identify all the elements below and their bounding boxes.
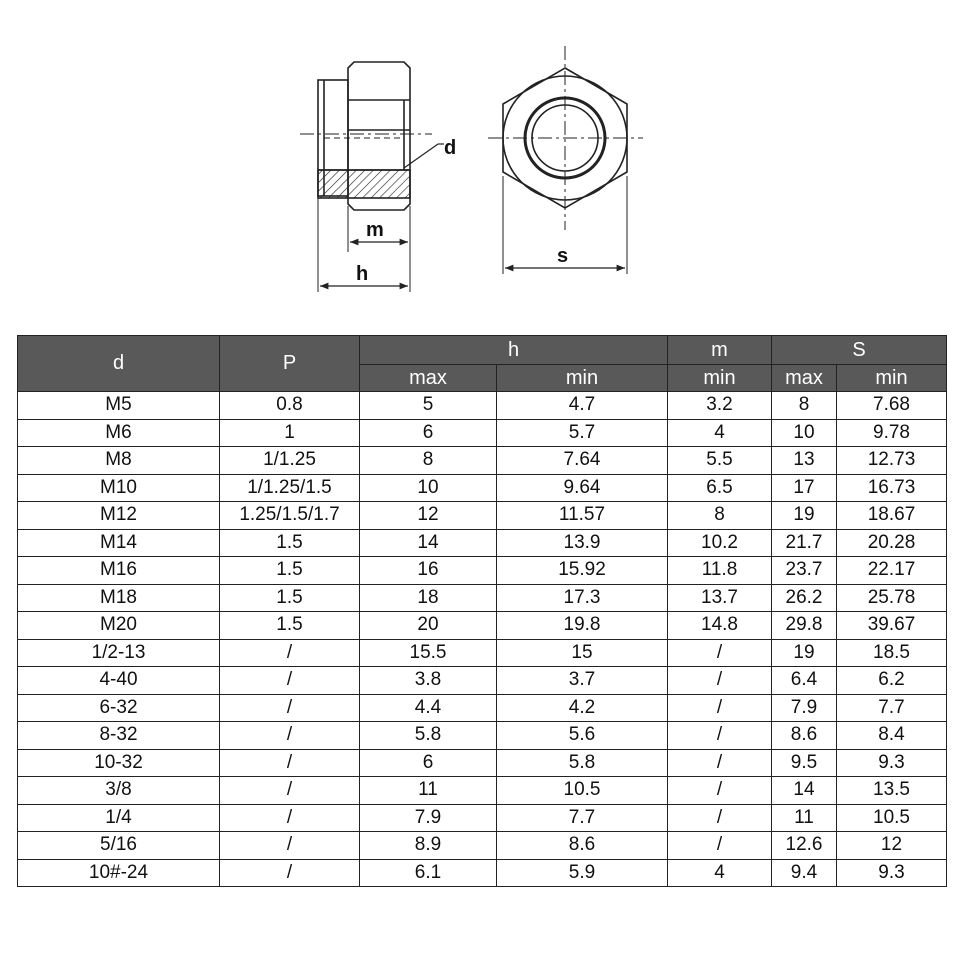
header-m: m [668, 336, 772, 365]
cell-h-max: 18 [360, 584, 497, 612]
cell-s-min: 9.3 [837, 749, 947, 777]
cell-s-max: 26.2 [772, 584, 837, 612]
s-label: s [557, 245, 569, 267]
nut-top-view [488, 46, 643, 274]
cell-d: M8 [18, 447, 220, 475]
cell-h-min: 10.5 [497, 777, 668, 805]
header-s-min: min [837, 365, 947, 392]
cell-s-max: 9.4 [772, 859, 837, 887]
cell-p: / [220, 639, 360, 667]
cell-d: 5/16 [18, 832, 220, 860]
header-p: P [220, 336, 360, 392]
cell-s-max: 21.7 [772, 529, 837, 557]
cell-p: / [220, 667, 360, 695]
table-row [18, 722, 947, 750]
m-label: m [366, 219, 384, 241]
cell-d: 10-32 [18, 749, 220, 777]
table-row [18, 557, 947, 585]
cell-d: M14 [18, 529, 220, 557]
cell-p: 1.5 [220, 557, 360, 585]
cell-s-max: 8 [772, 392, 837, 420]
header-h-max: max [360, 365, 497, 392]
cell-p: 1.5 [220, 612, 360, 640]
cell-s-min: 16.73 [837, 474, 947, 502]
table-row [18, 639, 947, 667]
cell-h-min: 5.9 [497, 859, 668, 887]
cell-s-min: 12.73 [837, 447, 947, 475]
d-label: d [444, 137, 457, 159]
cell-s-min: 7.68 [837, 392, 947, 420]
cell-s-min: 18.67 [837, 502, 947, 530]
cell-m-min: 14.8 [668, 612, 772, 640]
cell-s-max: 17 [772, 474, 837, 502]
cell-s-min: 7.7 [837, 694, 947, 722]
cell-s-max: 9.5 [772, 749, 837, 777]
cell-h-min: 17.3 [497, 584, 668, 612]
table-row [18, 529, 947, 557]
cell-h-max: 10 [360, 474, 497, 502]
cell-s-min: 13.5 [837, 777, 947, 805]
cell-m-min: 5.5 [668, 447, 772, 475]
cell-p: / [220, 832, 360, 860]
cell-s-min: 20.28 [837, 529, 947, 557]
cell-s-min: 39.67 [837, 612, 947, 640]
cell-h-max: 6.1 [360, 859, 497, 887]
cell-m-min: 3.2 [668, 392, 772, 420]
cell-m-min: 10.2 [668, 529, 772, 557]
cell-h-max: 5 [360, 392, 497, 420]
cell-s-min: 22.17 [837, 557, 947, 585]
cell-m-min: / [668, 667, 772, 695]
cell-h-max: 16 [360, 557, 497, 585]
cell-h-max: 14 [360, 529, 497, 557]
cell-s-max: 14 [772, 777, 837, 805]
cell-h-min: 5.8 [497, 749, 668, 777]
cell-h-min: 7.7 [497, 804, 668, 832]
section-hatch [318, 170, 410, 198]
cell-p: 0.8 [220, 392, 360, 420]
cell-h-max: 11 [360, 777, 497, 805]
cell-s-min: 25.78 [837, 584, 947, 612]
cell-h-max: 8 [360, 447, 497, 475]
cell-h-max: 15.5 [360, 639, 497, 667]
table-row [18, 777, 947, 805]
cell-m-min: / [668, 832, 772, 860]
cell-m-min: 13.7 [668, 584, 772, 612]
cell-d: M5 [18, 392, 220, 420]
cell-h-max: 12 [360, 502, 497, 530]
cell-s-max: 7.9 [772, 694, 837, 722]
cell-h-min: 11.57 [497, 502, 668, 530]
table-row [18, 804, 947, 832]
cell-d: 4-40 [18, 667, 220, 695]
cell-p: 1/1.25/1.5 [220, 474, 360, 502]
cell-m-min: 11.8 [668, 557, 772, 585]
cell-d: M16 [18, 557, 220, 585]
cell-h-max: 20 [360, 612, 497, 640]
cell-h-max: 8.9 [360, 832, 497, 860]
cell-s-max: 11 [772, 804, 837, 832]
cell-s-min: 8.4 [837, 722, 947, 750]
cell-m-min: 4 [668, 419, 772, 447]
cell-d: 3/8 [18, 777, 220, 805]
cell-d: 1/4 [18, 804, 220, 832]
header-h: h [360, 336, 668, 365]
header-d: d [18, 336, 220, 392]
cell-s-max: 10 [772, 419, 837, 447]
cell-m-min: / [668, 749, 772, 777]
cell-m-min: / [668, 777, 772, 805]
table-body [18, 392, 947, 887]
cell-h-max: 5.8 [360, 722, 497, 750]
cell-d: 6-32 [18, 694, 220, 722]
table-row [18, 447, 947, 475]
cell-h-max: 6 [360, 419, 497, 447]
cell-p: / [220, 777, 360, 805]
cell-p: 1 [220, 419, 360, 447]
cell-p: / [220, 722, 360, 750]
cell-m-min: / [668, 639, 772, 667]
cell-d: 8-32 [18, 722, 220, 750]
cell-h-min: 5.6 [497, 722, 668, 750]
cell-p: / [220, 749, 360, 777]
cell-h-min: 9.64 [497, 474, 668, 502]
cell-s-max: 19 [772, 639, 837, 667]
cell-s-max: 8.6 [772, 722, 837, 750]
cell-p: / [220, 694, 360, 722]
cell-m-min: 6.5 [668, 474, 772, 502]
cell-h-min: 7.64 [497, 447, 668, 475]
cell-d: M10 [18, 474, 220, 502]
cell-d: M12 [18, 502, 220, 530]
cell-h-max: 6 [360, 749, 497, 777]
cell-s-min: 9.78 [837, 419, 947, 447]
cell-h-min: 4.7 [497, 392, 668, 420]
d-leader-line [404, 144, 438, 168]
table-row [18, 419, 947, 447]
table-row [18, 474, 947, 502]
cell-p: 1/1.25 [220, 447, 360, 475]
table-row [18, 859, 947, 887]
cell-d: 10#-24 [18, 859, 220, 887]
table-row [18, 667, 947, 695]
header-h-min: min [497, 365, 668, 392]
cell-s-min: 9.3 [837, 859, 947, 887]
cell-h-min: 3.7 [497, 667, 668, 695]
cell-h-min: 8.6 [497, 832, 668, 860]
cell-s-min: 6.2 [837, 667, 947, 695]
cell-h-min: 15 [497, 639, 668, 667]
cell-s-min: 10.5 [837, 804, 947, 832]
cell-p: 1.5 [220, 529, 360, 557]
header-s: S [772, 336, 947, 365]
nut-side-view [300, 62, 444, 292]
table-row [18, 584, 947, 612]
cell-m-min: 4 [668, 859, 772, 887]
cell-h-min: 5.7 [497, 419, 668, 447]
cell-d: M6 [18, 419, 220, 447]
dimension-table [17, 335, 947, 887]
cell-m-min: / [668, 694, 772, 722]
cell-s-min: 18.5 [837, 639, 947, 667]
table-row [18, 612, 947, 640]
cell-p: / [220, 804, 360, 832]
cell-p: 1.25/1.5/1.7 [220, 502, 360, 530]
cell-p: / [220, 859, 360, 887]
table-header [18, 336, 947, 392]
cell-m-min: / [668, 722, 772, 750]
header-s-max: max [772, 365, 837, 392]
cell-s-max: 13 [772, 447, 837, 475]
cell-m-min: 8 [668, 502, 772, 530]
cell-h-max: 7.9 [360, 804, 497, 832]
table-row [18, 832, 947, 860]
cell-h-min: 4.2 [497, 694, 668, 722]
table-row [18, 749, 947, 777]
cell-s-min: 12 [837, 832, 947, 860]
cell-s-max: 6.4 [772, 667, 837, 695]
cell-d: 1/2-13 [18, 639, 220, 667]
cell-d: M18 [18, 584, 220, 612]
h-label: h [356, 263, 369, 285]
cell-h-min: 19.8 [497, 612, 668, 640]
cell-h-max: 4.4 [360, 694, 497, 722]
cell-h-min: 15.92 [497, 557, 668, 585]
cell-s-max: 19 [772, 502, 837, 530]
table-row [18, 392, 947, 420]
cell-d: M20 [18, 612, 220, 640]
cell-s-max: 23.7 [772, 557, 837, 585]
table-row [18, 694, 947, 722]
cell-s-max: 12.6 [772, 832, 837, 860]
cell-s-max: 29.8 [772, 612, 837, 640]
table-row [18, 502, 947, 530]
cell-h-max: 3.8 [360, 667, 497, 695]
nut-technical-drawing [0, 0, 960, 320]
cell-m-min: / [668, 804, 772, 832]
header-m-min: min [668, 365, 772, 392]
cell-p: 1.5 [220, 584, 360, 612]
cell-h-min: 13.9 [497, 529, 668, 557]
